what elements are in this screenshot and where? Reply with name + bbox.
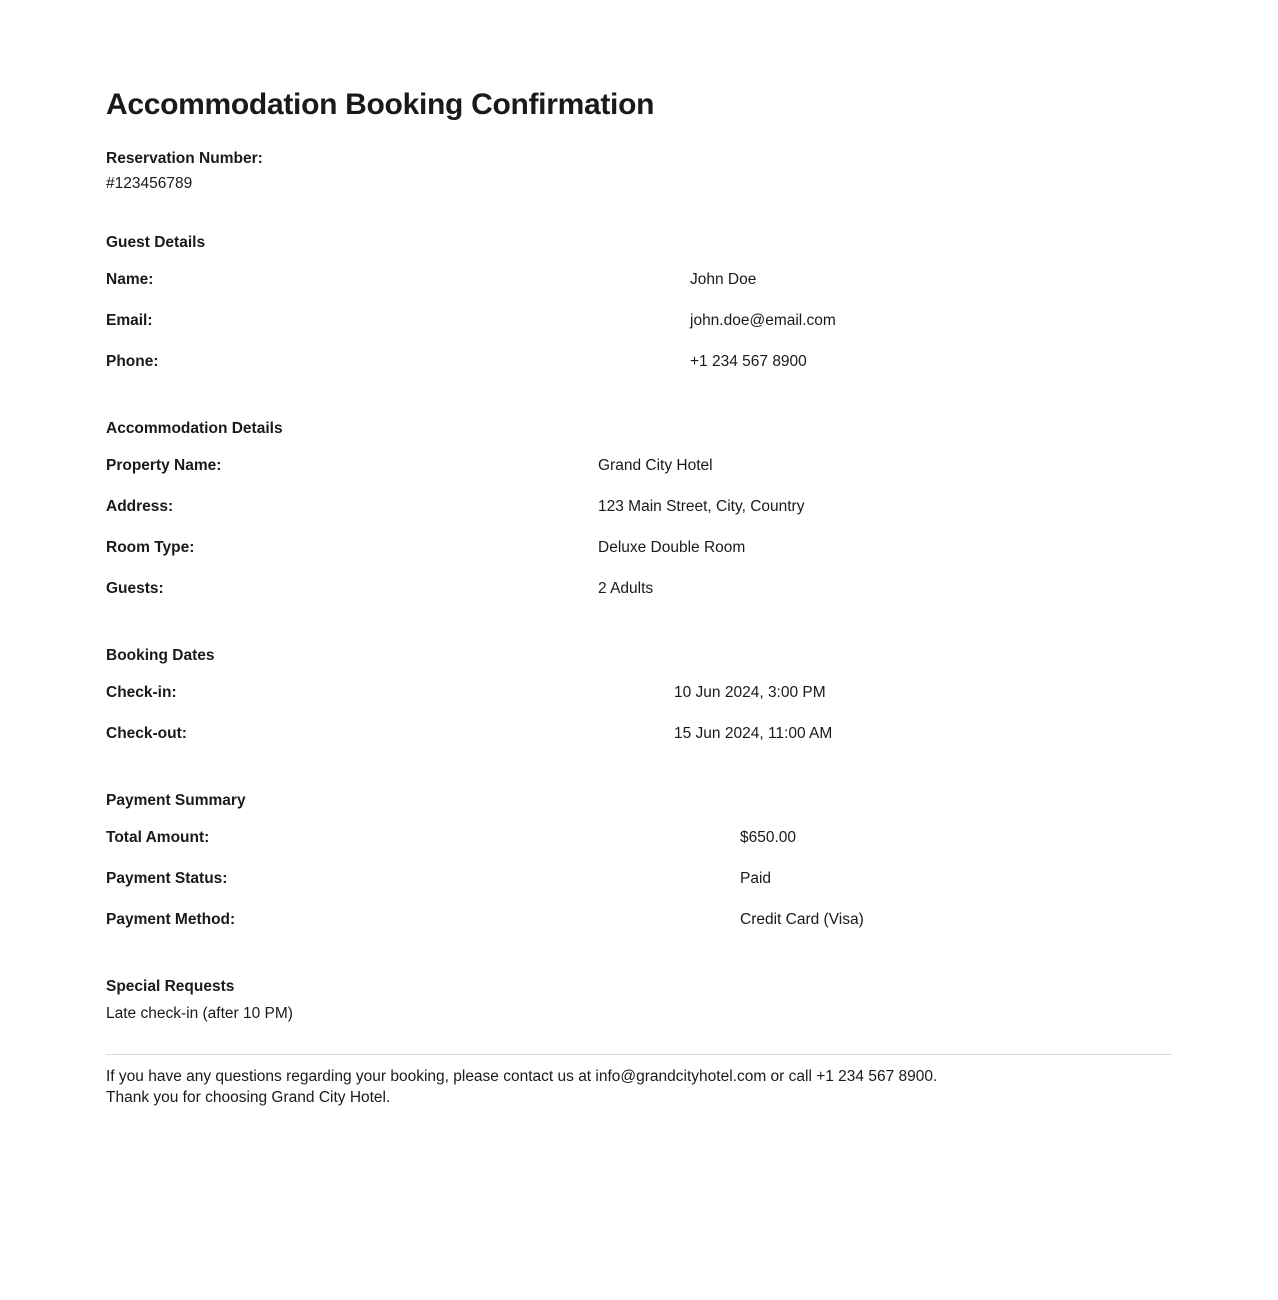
guest-name-row <box>106 259 1172 300</box>
reservation-number-value: #123456789 <box>106 175 193 192</box>
row-label: Room Type: <box>106 539 195 556</box>
special-requests-heading: Special Requests <box>106 978 235 995</box>
page-title: Accommodation Booking Confirmation <box>106 88 655 121</box>
room-type-row <box>106 527 1172 568</box>
row-label: Check-out: <box>106 725 187 742</box>
section-special-requests <box>106 976 1172 1026</box>
payment-summary-heading: Payment Summary <box>106 792 246 809</box>
booking-dates-heading: Booking Dates <box>106 647 215 664</box>
section-guest-details <box>106 232 1172 382</box>
footer-divider <box>106 1054 1172 1055</box>
row-label: Phone: <box>106 353 159 370</box>
guest-phone-row <box>106 341 1172 382</box>
check-in-row <box>106 672 1172 713</box>
footer <box>106 1067 1172 1108</box>
row-value: Credit Card (Visa) <box>740 911 864 928</box>
row-label: Check-in: <box>106 684 177 701</box>
guests-row <box>106 568 1172 609</box>
row-value: $650.00 <box>740 829 797 846</box>
row-label: Total Amount: <box>106 829 210 846</box>
row-value: 123 Main Street, City, Country <box>598 498 805 515</box>
reservation-number-label: Reservation Number: <box>106 150 263 167</box>
booking-confirmation-document <box>106 0 1172 1168</box>
row-label: Email: <box>106 312 153 329</box>
row-value: Grand City Hotel <box>598 457 713 474</box>
accommodation-details-heading: Accommodation Details <box>106 420 283 437</box>
reservation-block <box>106 146 1172 196</box>
total-amount-row <box>106 817 1172 858</box>
row-value: 2 Adults <box>598 580 654 597</box>
row-value: +1 234 567 8900 <box>690 353 807 370</box>
row-label: Guests: <box>106 580 164 597</box>
payment-status-row <box>106 858 1172 899</box>
row-value: John Doe <box>690 271 757 288</box>
row-value: john.doe@email.com <box>690 312 836 329</box>
row-value: 10 Jun 2024, 3:00 PM <box>674 684 826 701</box>
row-label: Payment Status: <box>106 870 228 887</box>
row-label: Payment Method: <box>106 911 236 928</box>
footer-thanks-line: Thank you for choosing Grand City Hotel. <box>106 1088 391 1106</box>
section-accommodation-details <box>106 418 1172 609</box>
guest-details-heading: Guest Details <box>106 234 206 251</box>
check-out-row <box>106 713 1172 754</box>
section-payment-summary <box>106 790 1172 940</box>
special-requests-text: Late check-in (after 10 PM) <box>106 1005 293 1022</box>
address-row <box>106 486 1172 527</box>
row-value: Paid <box>740 870 772 887</box>
property-name-row <box>106 445 1172 486</box>
section-booking-dates <box>106 645 1172 754</box>
row-value: Deluxe Double Room <box>598 539 746 556</box>
row-value: 15 Jun 2024, 11:00 AM <box>674 725 833 742</box>
payment-method-row <box>106 899 1172 940</box>
footer-contact-line: If you have any questions regarding your booking, please contact us at info@grandcityhotel.com or call +1 234 567 8900. <box>106 1068 938 1085</box>
row-label: Name: <box>106 271 154 288</box>
row-label: Property Name: <box>106 457 222 474</box>
row-label: Address: <box>106 498 174 515</box>
guest-email-row <box>106 300 1172 341</box>
